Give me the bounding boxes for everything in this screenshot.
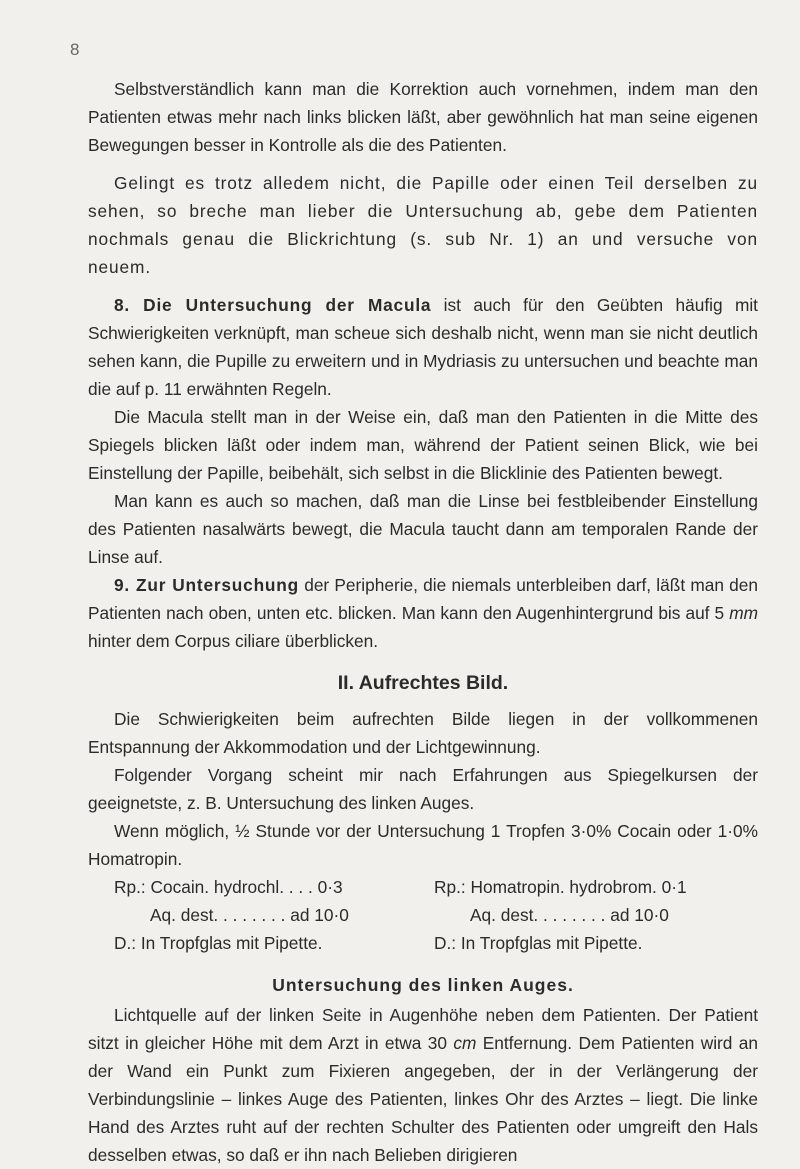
light-text-b: Entfernung. Dem Patienten wird an der Wand ein Punkt zum Fixieren angegeben, der in der Verlängerung der Verbindungslinie – linkes Auge des Patienten, linkes Ohr des Arztes – liegt. Die linke Hand des Arztes ruht auf der rechten Schulter des Patienten oder umgreift den Hals desselben etwas, so daß er ihn nach Belieben dirigieren xyxy=(88,1033,758,1165)
rx-line: Rp.: Homatropin. hydrobrom. 0·1 xyxy=(434,877,687,897)
periphery-text-a: der Peripherie, die niemals unterbleiben darf, läßt man den Patienten nach oben, unten etc. blicken. Man kann den Augenhintergrund bis auf 5 xyxy=(88,575,758,623)
rx-line: D.: In Tropfglas mit Pipette. xyxy=(114,933,323,953)
periphery-text-b: hinter dem Corpus ciliare überblicken. xyxy=(88,631,379,651)
paragraph-retry: Gelingt es trotz alledem nicht, die Papille oder einen Teil derselben zu sehen, so breche man lieber die Untersuchung ab, gebe dem Patienten nochmals genau die Blickrichtung (s. sub Nr. 1) an und versuche von neuem. xyxy=(88,173,758,277)
paragraph-procedure: Folgender Vorgang scheint mir nach Erfahrungen aus Spiegelkursen der geeignetste, z. B. Untersuchung des linken Auges. xyxy=(88,765,758,813)
section-heading: II. Aufrechtes Bild. xyxy=(337,672,509,694)
macula-text: ist auch für den Geübten häufig mit Schwierigkeiten verknüpft, man scheue sich deshalb nicht, wenn man sie nicht deutlich sehen kann, die Pupille zu erweitern und in Mydriasis zu untersuchen und beachte man die auf p. 11 erwähnten Regeln. xyxy=(88,295,758,399)
prescriptions xyxy=(88,873,758,957)
light-text-a: Lichtquelle auf der linken Seite in Augenhöhe neben dem Patienten. Der Patient sitzt in gleicher Höhe mit dem Arzt in etwa 30 xyxy=(88,1005,758,1053)
paragraph-correction: Selbstverständlich kann man die Korrektion auch vornehmen, indem man den Patienten etwas mehr nach links blicken läßt, aber gewöhnlich hat man seine eigenen Bewegungen besser in Kontrolle als die des Patienten. xyxy=(88,79,758,155)
prescription-homatropin xyxy=(420,873,740,957)
paragraph-difficulties: Die Schwierigkeiten beim aufrechten Bilde liegen in der vollkommenen Entspannung der Akkommodation und der Lichtgewinnung. xyxy=(88,709,758,757)
subheading: Untersuchung des linken Auges. xyxy=(272,975,574,995)
rx-line: Aq. dest. . . . . . . . ad 10·0 xyxy=(150,905,349,925)
paragraph-drops: Wenn möglich, ½ Stunde vor der Untersuchung 1 Tropfen 3·0% Cocain oder 1·0% Homatropin. xyxy=(88,821,758,869)
paragraph-macula-setup: Die Macula stellt man in der Weise ein, daß man den Patienten in die Mitte des Spiegels blicken läßt oder indem man, während der Patient seinen Blick, wie bei Einstellung der Papille, beibehält, sich selbst in die Blicklinie des Patienten bewegt. xyxy=(88,407,758,483)
paragraph-light-source xyxy=(88,1001,758,1169)
page-body xyxy=(88,75,758,1169)
rx-line: Rp.: Cocain. hydrochl. . . . 0·3 xyxy=(114,877,343,897)
unit-mm: mm xyxy=(729,603,758,623)
page-number: 8 xyxy=(70,40,80,59)
periphery-lead: 9. Zur Untersuchung xyxy=(114,575,299,595)
rx-line: Aq. dest. . . . . . . . ad 10·0 xyxy=(470,905,669,925)
prescription-cocain xyxy=(114,873,420,957)
paragraph-periphery xyxy=(88,571,758,655)
paragraph-lens-move: Man kann es auch so machen, daß man die Linse bei festbleibender Einstellung des Patienten nasalwärts bewegt, die Macula taucht dann am temporalen Rande der Linse auf. xyxy=(88,491,758,567)
rx-line: D.: In Tropfglas mit Pipette. xyxy=(434,933,643,953)
paragraph-macula xyxy=(88,291,758,403)
macula-lead: 8. Die Untersuchung der Macula xyxy=(114,295,432,315)
unit-cm: cm xyxy=(453,1033,477,1053)
